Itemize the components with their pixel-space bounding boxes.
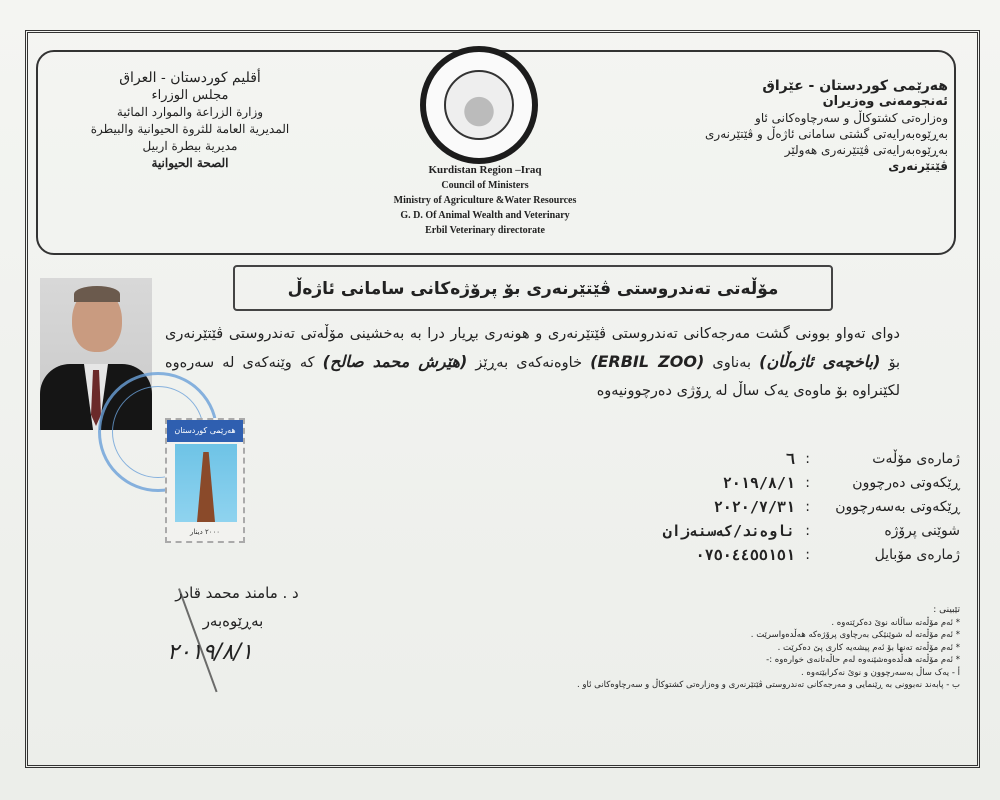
body-text-3: خاوەنەکەی بەڕێز <box>475 355 583 371</box>
header-left-line: المديرية العامة للثروة الحيوانية والبيطرة <box>90 122 290 136</box>
license-body <box>165 320 900 405</box>
field-colon: : <box>805 499 810 515</box>
field-label: ژمارەی مۆڵەت <box>872 451 960 467</box>
header-center-line: Ministry of Agriculture &Water Resources <box>393 195 577 206</box>
notes-section <box>520 604 960 692</box>
header-kurdish <box>648 78 948 174</box>
seal-emblem-icon <box>444 70 514 140</box>
revenue-stamp-value: ٢٠٠٠ دینار <box>190 528 220 536</box>
header-center-line: Kurdistan Region –Iraq <box>428 164 542 176</box>
header-right-line: بەڕێوەبەرایەتی ڤێتێرنەری هەولێر <box>784 143 948 157</box>
body-text-4: کە وێنەکەی لە سەرەوە لکێنراوە بۆ ماوەی یەک ساڵ لە ڕۆژی دەرچوونیەوە <box>165 355 900 399</box>
note-item: ب - پابەند نەبوونی بە ڕێنمایی و مەرجەکانی تەندروستی ڤێتێرنەری و وەزارەتی کشتوکاڵ و سەرچاوەکانی ئاو . <box>577 680 960 690</box>
field-value: ناوەند/کەسنەزان <box>662 522 795 540</box>
header-right-line: ڤێتێرنەری <box>888 159 948 173</box>
field-value: ٠٧٥٠٤٤٥٥١٥١ <box>695 546 795 564</box>
revenue-stamp-image <box>175 444 237 522</box>
header-english <box>360 163 610 238</box>
revenue-stamp <box>165 418 245 543</box>
owner-name: (هێرش محمد صالح) <box>322 352 468 371</box>
field-value: ٦ <box>785 450 795 468</box>
field-colon: : <box>805 451 810 467</box>
note-item: * ئەم مۆڵەتە تەنها بۆ ئەم پیشەیە کاری پێ دەکرێت . <box>777 642 960 653</box>
signatory-title: بەڕێوەبەر <box>202 612 264 630</box>
body-text-2: بەناوی <box>712 355 752 371</box>
field-label: ڕێکەوتی دەرچوون <box>852 475 960 491</box>
signature-date: ٢٠١٩/٨/١ <box>167 640 253 665</box>
field-value: ٢٠١٩/٨/١ <box>722 474 795 492</box>
body-text-1: دوای تەواو بوونی گشت مەرجەکانی تەندروستی ڤێتێرنەری و هونەری بڕیار درا بە بەخشینی مۆڵەتی تەندروستی ڤێتێرنەری بۆ <box>165 326 901 371</box>
header-left-line: مديرية بيطرة اربيل <box>142 139 238 153</box>
revenue-stamp-top: هەرێمی کوردستان <box>167 420 243 442</box>
field-colon: : <box>805 475 810 491</box>
note-item: أ - یەک ساڵ بەسەرچوون و نوێ نەکرابێتەوە . <box>800 667 960 678</box>
notes-heading: تێبینی : <box>933 605 960 615</box>
project-name: (باخچەی ئاژەڵان) <box>759 352 881 371</box>
field-row <box>660 448 960 472</box>
header-right-line: وەزارەتی کشتوکاڵ و سەرچاوەکانی ئاو <box>755 111 948 125</box>
field-colon: : <box>805 547 810 563</box>
field-colon: : <box>805 523 810 539</box>
header-left-line: وزارة الزراعة والموارد المائية <box>116 105 264 119</box>
header-center-line: G. D. Of Animal Wealth and Veterinary <box>400 210 570 221</box>
field-value: ٢٠٢٠/٧/٣١ <box>713 498 795 516</box>
field-label: ڕێکەوتی بەسەرچوون <box>835 499 960 515</box>
field-row <box>660 472 960 496</box>
project-name-en: (ERBIL ZOO) <box>590 352 705 371</box>
header-left-line: مجلس الوزراء <box>151 88 229 103</box>
header-right-line: هەرێمی کوردستان - عێراق <box>762 78 948 94</box>
note-item: * ئەم مۆڵەتە ساڵانە نوێ دەکرێتەوە . <box>831 617 960 628</box>
license-fields <box>660 448 960 568</box>
signatory-name: د . مامند محمد قادر <box>175 584 299 602</box>
header-arabic <box>90 70 290 172</box>
header-center-line: Erbil Veterinary directorate <box>425 225 545 236</box>
document-title: مۆڵەتی تەندروستی ڤێتێرنەری بۆ پرۆژەکانی سامانی ئاژەڵ <box>233 265 833 311</box>
field-row <box>660 520 960 544</box>
photo-hair <box>74 286 120 302</box>
header-right-line: بەڕێوەبەرایەتی گشتی سامانی ئاژەڵ و ڤێتێرنەری <box>705 127 948 141</box>
field-label: شوێنی پرۆژە <box>884 523 960 539</box>
header-left-line: أقليم كوردستان - العراق <box>119 70 261 86</box>
ministry-seal-logo <box>420 46 538 164</box>
field-row <box>660 496 960 520</box>
header-right-line: ئەنجومەنی وەزیران <box>822 94 948 109</box>
field-label: ژمارەی مۆبایل <box>874 547 960 563</box>
minaret-icon <box>197 452 215 522</box>
header-left-line: الصحة الحيوانية <box>151 156 229 170</box>
note-item: * ئەم مۆڵەتە هەڵدەوەشێنەوە لەم حاڵەتانەی خوارەوە :- <box>766 655 960 665</box>
note-item: * ئەم مۆڵەتە لە شوێنێکی بەرچاوی پرۆژەکە هەڵدەواسرێت . <box>750 630 960 640</box>
header-center-line: Council of Ministers <box>441 180 529 191</box>
field-row <box>660 544 960 568</box>
